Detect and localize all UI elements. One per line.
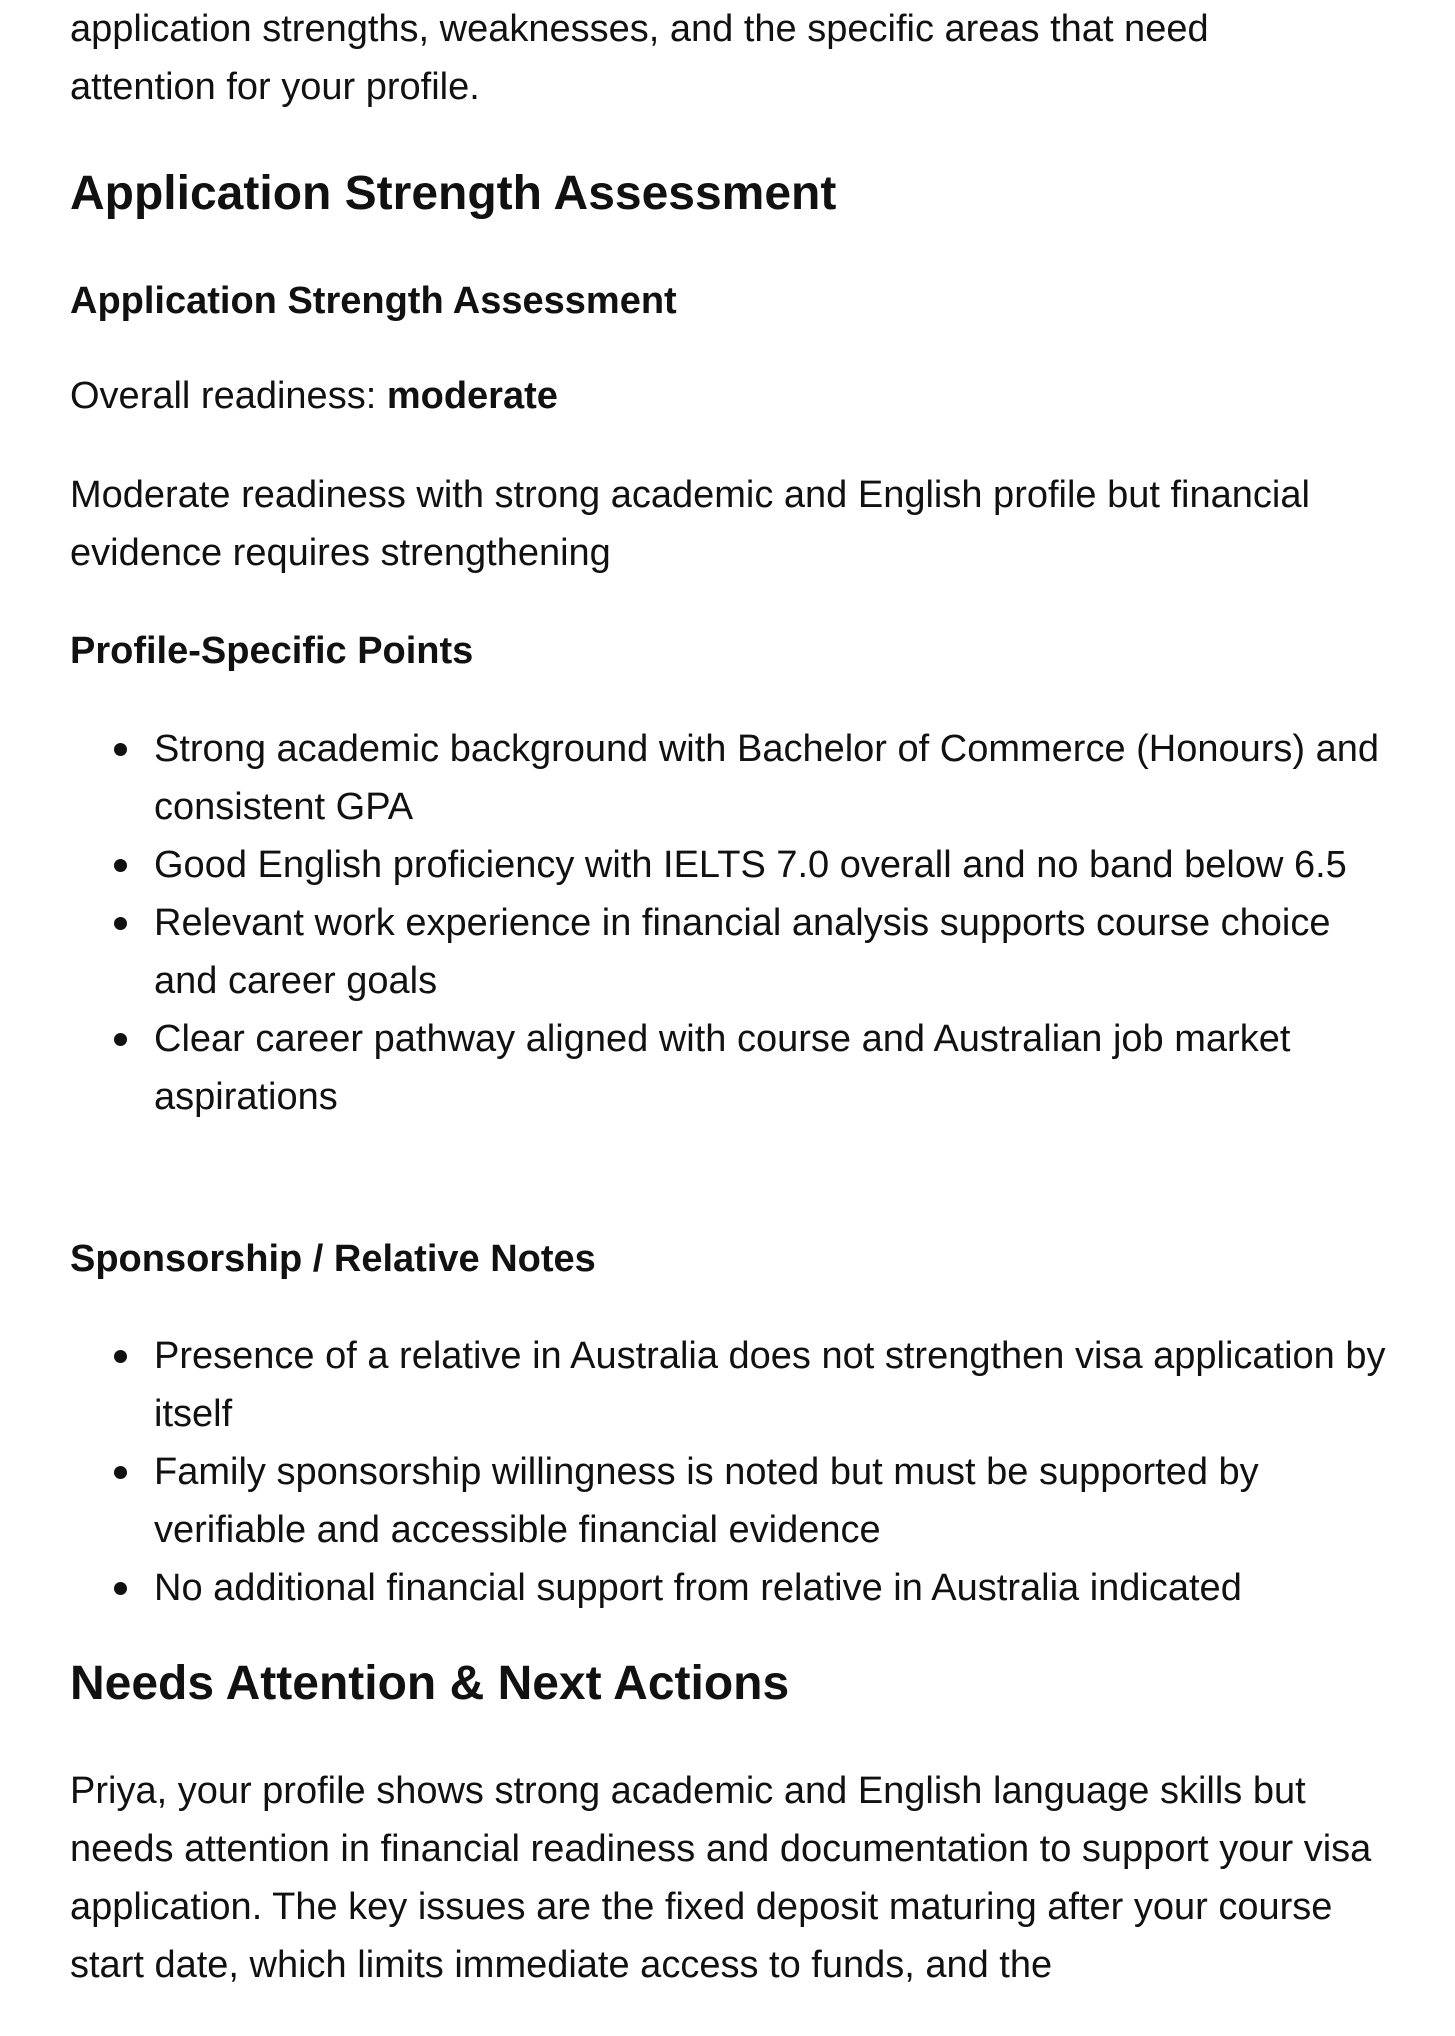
- sponsorship-points-list: [70, 1327, 1400, 1617]
- list-item: Clear career pathway aligned with course and Australian job market aspirations: [70, 1010, 1400, 1126]
- bullet-icon: [114, 1466, 127, 1479]
- section-heading-needs-attention: Needs Attention & Next Actions: [70, 1657, 790, 1710]
- sponsorship-heading: Sponsorship / Relative Notes: [70, 1238, 596, 1280]
- bullet-icon: [114, 1582, 127, 1595]
- bullet-icon: [114, 859, 127, 872]
- list-item: No additional financial support from relative in Australia indicated: [70, 1559, 1400, 1617]
- list-item: Strong academic background with Bachelor of Commerce (Honours) and consistent GPA: [70, 720, 1400, 836]
- profile-points-heading: Profile-Specific Points: [70, 630, 474, 672]
- list-item: Family sponsorship willingness is noted but must be supported by verifiable and accessible financial evidence: [70, 1443, 1400, 1559]
- bullet-icon: [114, 1033, 127, 1046]
- list-item: Relevant work experience in financial analysis supports course choice and career goals: [70, 894, 1400, 1010]
- readiness-summary: Moderate readiness with strong academic and English profile but financial evidence requires strengthening: [70, 474, 1310, 574]
- readiness-label: Overall readiness:: [70, 375, 377, 417]
- needs-attention-paragraph: Priya, your profile shows strong academic and English language skills but needs attention in financial readiness and documentation to support your visa application. The key issues are the fixed deposit maturing after your course start date, which limits immediate access to funds, and the: [70, 1770, 1372, 1986]
- intro-paragraph: application strengths, weaknesses, and the specific areas that need attention for your profile.: [70, 8, 1209, 108]
- profile-points-list: [70, 720, 1400, 1126]
- section-heading-strength: Application Strength Assessment: [70, 167, 837, 220]
- subheading-strength: Application Strength Assessment: [70, 280, 677, 322]
- list-item: Good English proficiency with IELTS 7.0 overall and no band below 6.5: [70, 836, 1400, 894]
- readiness-value: moderate: [386, 375, 558, 417]
- readiness-line: [70, 367, 558, 425]
- bullet-icon: [114, 917, 127, 930]
- bullet-icon: [114, 1350, 127, 1363]
- list-item: Presence of a relative in Australia does not strengthen visa application by itself: [70, 1327, 1400, 1443]
- bullet-icon: [114, 743, 127, 756]
